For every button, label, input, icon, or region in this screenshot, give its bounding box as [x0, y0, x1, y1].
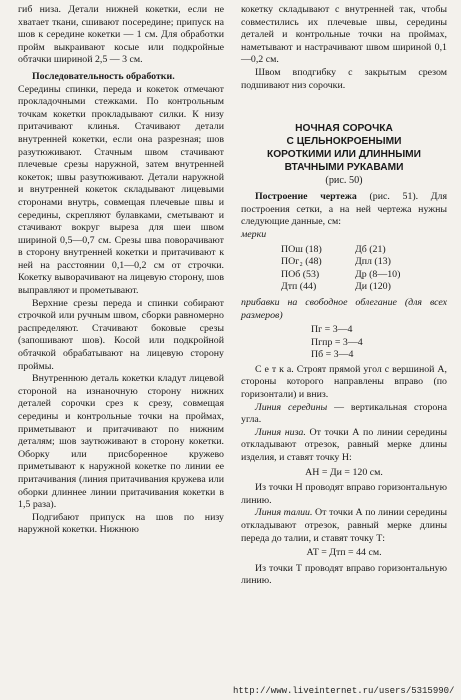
allowances-list — [311, 324, 447, 362]
term-label: Линия низа. — [255, 426, 306, 438]
allowance-item: Пб = 3—4 — [311, 349, 354, 361]
paragraph: Подгибают припуск на шов по низу наружной кокетки. Нижнюю — [18, 511, 224, 536]
allowance-item: Пг = 3—4 — [311, 324, 353, 336]
measure-item: Дпл (13) — [355, 256, 391, 268]
right-column — [241, 4, 447, 588]
paragraph: кокетку складывают с внутренней так, чтобы совместились их плечевые швы, середины деталей и контрольные точки на проймах, наметывают и настрачивают швом шириной 0,1—0,2 см. — [241, 4, 447, 66]
paragraph: — вертикальная сторона угла. — [241, 401, 447, 426]
paragraph: (рис. 51). Для построения сетки, а на ней чертежа нужны следующие данные, см: — [241, 191, 447, 228]
measure-item: Дб (21) — [355, 243, 386, 255]
measure-item: Ди (120) — [355, 281, 391, 293]
measure-item: ПОш (18) — [281, 243, 322, 255]
paragraph: Внутреннюю деталь кокетки кладут лицевой стороной на изнаночную сторону нижних деталей сорочки срез к срезу, совмещая середины и контрольные точки на проймах, приметывают и притачивают по нижним деталям; шов заутюживают в сторону кокетки. Оборку или присборенное кружево приметывают к наружной кокетке по линии ее притачивания (линия притачивания кружева или оборки длиннее линии притачивания кокетки в 1,5 раза). — [18, 373, 224, 511]
section-heading: Построение чертежа — [255, 191, 357, 203]
source-url: http://www.liveinternet.ru/users/5315990/ — [233, 686, 455, 696]
term-label: Линия середины — [255, 401, 328, 413]
allowances-label: прибавки на свободное облегание (для всех размеров) — [241, 296, 447, 321]
chapter-heading — [241, 122, 447, 187]
measure-item: Дтп (44) — [281, 281, 317, 293]
formula: АТ = Дтп = 44 см. — [306, 547, 382, 559]
formula: АН = Ди = 120 см. — [305, 466, 383, 478]
paragraph: От точки А по линии середины откладывают отрезок, равный мерке длины переда до талии, и ставят точку Т: — [241, 507, 447, 544]
measure-item: ПОг₂ (48) — [281, 256, 322, 268]
setka-term: С е т к а. — [255, 363, 294, 375]
paragraph: Верхние срезы переда и спинки собирают строчкой или ручным швом, сборки равномерно распределяют. Стачивают боковые срезы (запошивают шов). Косой или подкройной обтачкой обрабатывают на лицевую сторону проймы. — [18, 297, 224, 372]
measures-label: мерки — [241, 228, 267, 240]
heading-line: С ЦЕЛЬНОКРОЕНЫМИ — [286, 136, 402, 148]
heading-line: НОЧНАЯ СОРОЧКА — [295, 123, 393, 135]
paragraph: Швом вподгибку с закрытым срезом подшивают низ сорочки. — [241, 66, 447, 91]
paragraph: Из точки Н проводят вправо горизонтальную линию. — [241, 482, 447, 506]
paragraph: Середины спинки, переда и кокеток отмечают прокладочными стежками. По контрольным точкам кокетки прокладывают силки. К низу притачивают клинья. Стачивают детали внутренней кокетки, если она разрезная; шов разутюживают. Стачным швом стачивают плечевые срезы наружной, затем внутренней кокеток; швы разутюживают. Детали наружной и внутренней кокеток складывают лицевыми сторонами внутрь, совмещая плечевые швы и середины, скрепляют булавками, сметывают и стачивают вокруг выреза для шеи швом шириной 0,5—0,7 см. Срезы шва поворачивают в сторону внутренней кокетки и притачивают к ней на расстоянии 0,1—0,2 см от строчки. Кокетку выворачивают на лицевую сторону, шов выправляют и прометывают. — [18, 83, 224, 297]
measure-item: ПОб (53) — [281, 268, 320, 280]
allowance-item: Пгпр = 3—4 — [311, 336, 363, 348]
paragraph: гиб низа. Детали нижней кокетки, если не хватает ткани, сшивают посередине; припуск на шов к середине кокетки — 1 см. Для обработки пройм выкраивают косые или подкройные обтачки шириной 2,5 — 3 см. — [18, 4, 224, 66]
measures-list — [281, 244, 447, 294]
term-label: Линия талии. — [255, 507, 313, 519]
left-column — [18, 4, 224, 537]
heading-line: ВТАЧНЫМИ РУКАВАМИ — [284, 162, 404, 174]
figure-reference: (рис. 50) — [325, 175, 363, 187]
measure-item: Др (8—10) — [355, 268, 401, 280]
heading-line: КОРОТКИМИ ИЛИ ДЛИННЫМИ — [267, 149, 421, 161]
paragraph: Строят прямой угол с вершиной А, стороны которого направлены вправо (по горизонтали) и вниз. — [241, 363, 448, 401]
paragraph: Из точки Т проводят вправо горизонтальную линию. — [241, 562, 447, 587]
paragraph: От точки А по линии середины откладывают отрезок, равный мерке длины изделия, и ставят точку Н: — [241, 426, 447, 464]
section-heading: Последовательность обработки. — [32, 70, 175, 82]
